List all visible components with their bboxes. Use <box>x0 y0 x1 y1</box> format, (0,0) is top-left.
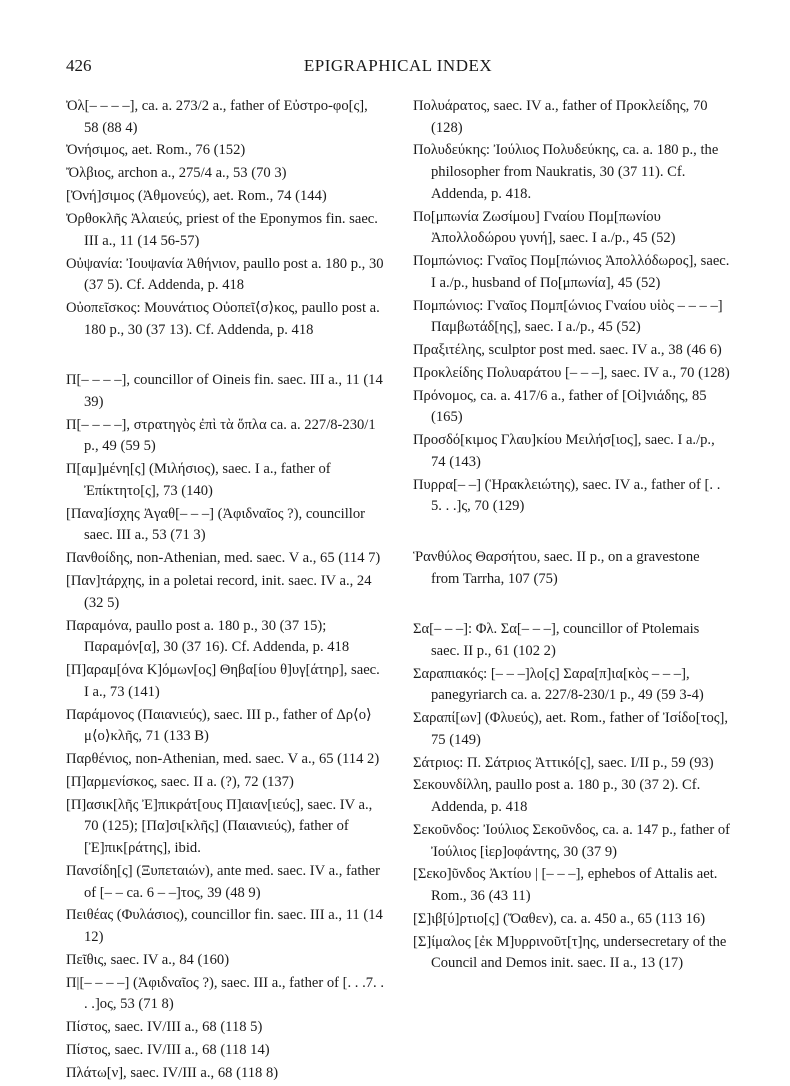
index-entry: Σα[– – –]: Φλ. Σα[– – –], councillor of Ptolemais saec. II p., 61 (102 2) <box>413 621 700 659</box>
page-number: 426 <box>66 56 92 75</box>
index-entry: Πο[μπωνία Ζωσίμου] Γναίου Πομ[πωνίου Ἀπολλοδώρου γυνή], saec. I a./p., 45 (52) <box>413 208 676 247</box>
index-entry: Πίστος, saec. IV/III a., 68 (118 5) <box>66 1019 263 1036</box>
index-entry: Ὀρθοκλῆς Ἁλαιεύς, priest of the Eponymos fin. saec. III a., 11 (14 56-57) <box>66 211 378 249</box>
index-entry: Πανθοίδης, non-Athenian, med. saec. V a., 65 (114 7) <box>66 550 381 567</box>
index-entry: [Παν]τάρχης, in a poletai record, init. saec. IV a., 24 (32 5) <box>66 573 372 611</box>
index-entry: Ὀνήσιμος, aet. Rom., 76 (152) <box>66 142 246 159</box>
index-entry: Προκλείδης Πολυαράτου [– – –], saec. IV a., 70 (128) <box>413 364 730 381</box>
right-column <box>413 96 731 976</box>
index-entry: Πειθέας (Φυλάσιος), councillor fin. saec. III a., 11 (14 12) <box>66 907 383 946</box>
index-entry: [Σεκο]ῦνδος Ἀκτίου | [– – –], ephebos of Attalis aet. Rom., 36 (43 11) <box>413 866 718 905</box>
index-entry: Παραμόνα, paullo post a. 180 p., 30 (37 15); Παραμόν[α], 30 (37 16). Cf. Addenda, p. 418 <box>66 617 350 656</box>
index-entry: Π[αμ]μένη[ς] (Μιλήσιος), saec. I a., father of Ἐπίκτητο[ς], 73 (140) <box>66 461 331 499</box>
index-entry: Σεκουνδίλλη, paullo post a. 180 p., 30 (37 2). Cf. Addenda, p. 418 <box>413 777 701 816</box>
index-entry: Πρόνομος, ca. a. 417/6 a., father of [Οἰ]νιάδης, 85 (165) <box>413 387 707 426</box>
page-header <box>66 56 730 80</box>
index-entry: Προσδό[κιμος Γλαυ]κίου Μειλήσ[ιος], saec. I a./p., 74 (143) <box>413 432 715 470</box>
index-entry: Πολυδεύκης: Ἰούλιος Πολυδεύκης, ca. a. 180 p., the philosopher from Naukratis, 30 (37 11). Cf. Addenda, p. 418. <box>413 142 719 202</box>
index-entry: Παράμονος (Παιανιεύς), saec. III p., father of Δρ⟨ο⟩μ⟨ο⟩κλῆς, 71 (133 B) <box>66 706 372 745</box>
index-entry: Πολυάρατος, saec. IV a., father of Προκλείδης, 70 (128) <box>413 98 708 136</box>
index-entry: Πραξιτέλης, sculptor post med. saec. IV a., 38 (46 6) <box>413 342 722 359</box>
index-entry: Πομπώνιος: Γναῖος Πομπ[ώνιος Γναίου υἱὸς – – – –] Παμβωτάδ[ης], saec. I a./p., 45 (52) <box>413 297 723 336</box>
left-column <box>66 96 384 1086</box>
index-entry: [Πανα]ίσχης Ἀγαθ[– – –] (Ἀφιδναῖος ?), councillor saec. III a., 53 (71 3) <box>66 505 365 544</box>
index-entry: Σαραπί[ων] (Φλυεύς), aet. Rom., father of Ἰσίδο[τος], 75 (149) <box>413 710 729 748</box>
index-entry: Σάτριος: Π. Σάτριος Ἀττικό[ς], saec. I/II p., 59 (93) <box>413 754 714 771</box>
index-entry: Σεκοῦνδος: Ἰούλιος Σεκοῦνδος, ca. a. 147 p., father of Ἰούλιος [ἱερ]οφάντης, 30 (37 9) <box>413 821 731 860</box>
index-entry: [Σ]ιβ[ύ]ρτιο[ς] (Ὄαθεν), ca. a. 450 a., 65 (113 16) <box>413 910 706 927</box>
index-entry: Οὐοπεῖσκος: Μουνάτιος Οὐοπεῖ⟨σ⟩κος, paullo post a. 180 p., 30 (37 13). Cf. Addenda, p. 418 <box>66 300 380 338</box>
index-entry: Πεῖθις, saec. IV a., 84 (160) <box>66 951 230 968</box>
index-entry: Πλάτω[ν], saec. IV/III a., 68 (118 8) <box>66 1065 279 1082</box>
index-entry: Πανσίδη[ς] (Ξυπεταιών), ante med. saec. IV a., father of [– – ca. 6 – –]τος, 39 (48 9) <box>66 862 381 901</box>
index-entry: Οὐψανία: Ἰουψανία Ἀθήνιον, paullo post a. 180 p., 30 (37 5). Cf. Addenda, p. 418 <box>66 255 384 294</box>
index-entry: Σαραπιακός: [– – –]λο[ς] Σαρα[π]ια[κὸς – – –], panegyriarch ca. a. 227/8-230/1 p., 49 (59 3-4) <box>413 665 704 704</box>
index-entry: [Π]ασικ[λῆς Ἐ]πικράτ[ους Π]αιαν[ιεύς], saec. IV a., 70 (125); [Πα]σι[κλῆς] (Παιανιεύς), father of [Ἐ]πικ[ράτης], ibid. <box>66 796 373 857</box>
index-entry: [Π]αραμ[όνα Κ]όμων[ος] Θηβα[ίου θ]υγ[άτηρ], saec. I a., 73 (141) <box>66 662 380 700</box>
index-entry: Ῥανθύλος Θαρσήτου, saec. II p., on a gravestone from Tarrha, 107 (75) <box>413 548 700 587</box>
index-entry: [Π]αρμενίσκος, saec. II a. (?), 72 (137) <box>66 773 294 790</box>
index-entry: Πομπώνιος: Γναῖος Πομ[πώνιος Ἀπολλόδωρος], saec. I a./p., husband of Πο[μπωνία], 45 (52) <box>413 253 730 291</box>
index-entry: [Σ]ίμαλος [ἐκ Μ]υρρινοῦτ[τ]ης, undersecretary of the Council and Demos init. saec. II a., 13 (17) <box>413 933 727 972</box>
index-entry: Παρθένιος, non-Athenian, med. saec. V a., 65 (114 2) <box>66 751 380 768</box>
index-entry: Ὄλβιος, archon a., 275/4 a., 53 (70 3) <box>66 165 287 182</box>
index-entry: Ὀλ[– – – –], ca. a. 273/2 a., father of Εὐστρο-φο[ς], 58 (88 4) <box>66 98 368 136</box>
index-entry: Πίστος, saec. IV/III a., 68 (118 14) <box>66 1042 270 1059</box>
index-entry: Π|[– – – –] (Ἀφιδναῖος ?), saec. III a., father of [. . .7. . . .]ος, 53 (71 8) <box>66 974 384 1013</box>
index-entry: Π[– – – –], councillor of Oineis fin. saec. III a., 11 (14 39) <box>66 372 383 410</box>
index-entry: Π[– – – –], στρατηγὸς ἐπὶ τὰ ὅπλα ca. a. 227/8-230/1 p., 49 (59 5) <box>66 416 376 455</box>
running-head: EPIGRAPHICAL INDEX <box>303 56 493 75</box>
index-entry: [Ὀνή]σιμος (Ἀθμονεύς), aet. Rom., 74 (144) <box>66 188 327 205</box>
index-entry: Πυρρα[– –] (Ἡρακλειώτης), saec. IV a., father of [. . 5. . .]ς, 70 (129) <box>413 476 721 515</box>
